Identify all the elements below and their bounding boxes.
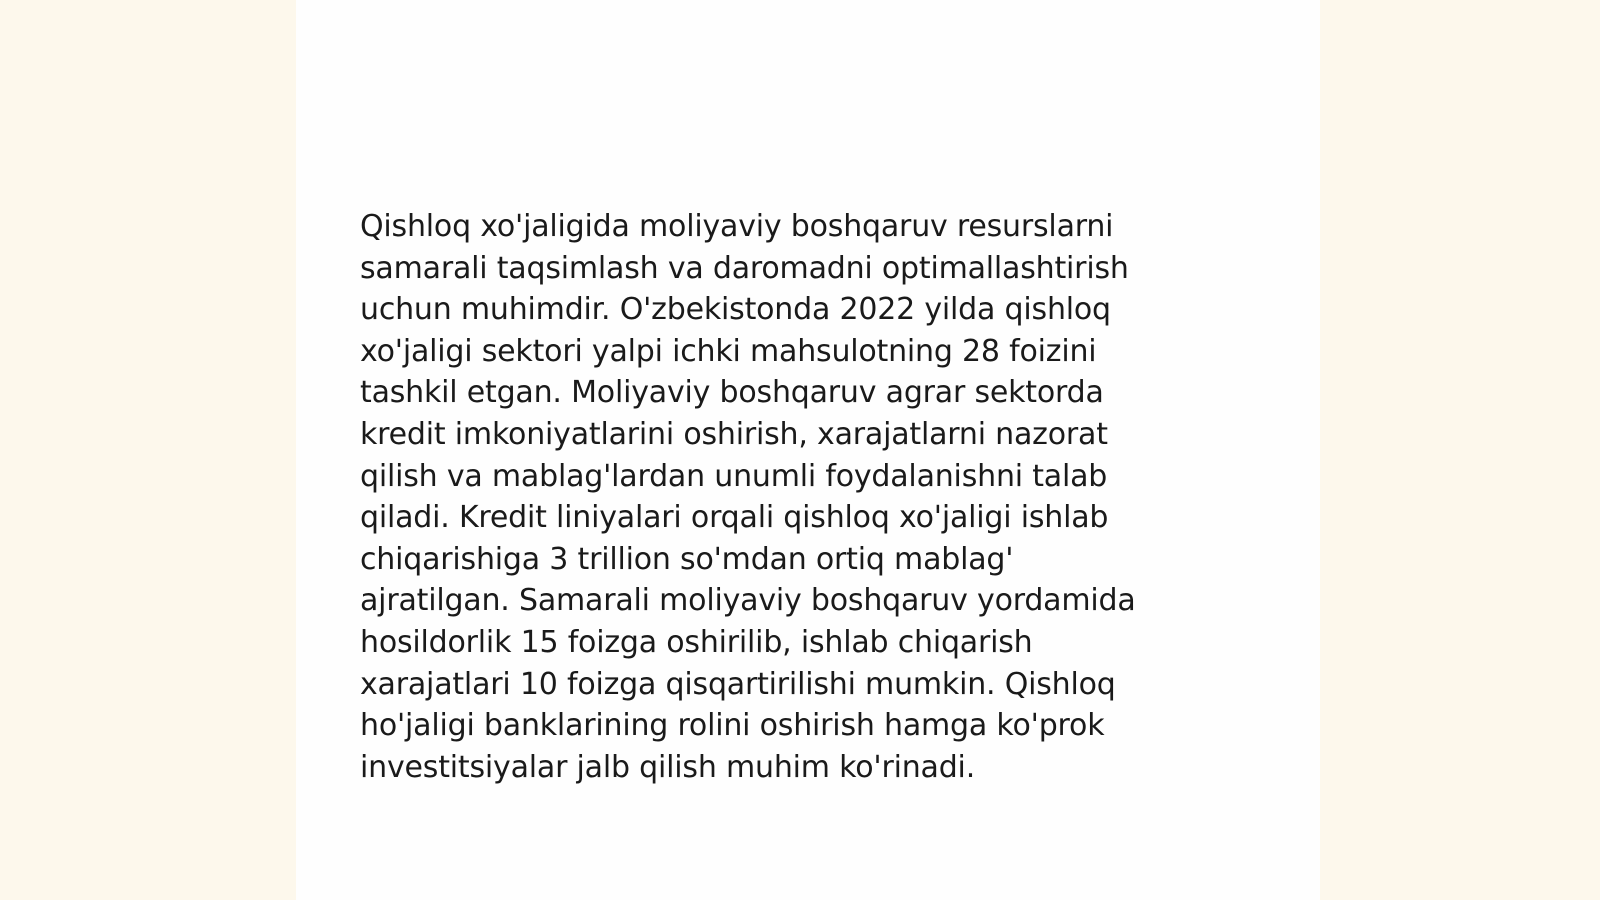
text-line: qilish va mablag'lardan unumli foydalanishni talab — [360, 458, 1108, 494]
text-line: Qishloq xo'jaligida moliyaviy boshqaruv resurslarni — [360, 209, 1114, 244]
slide-page — [296, 0, 1320, 900]
text-line: uchun muhimdir. O'zbekistonda 2022 yilda qishloq — [360, 292, 1111, 328]
text-line: chiqarishiga 3 trillion so'mdan ortiq mablag' — [360, 541, 1014, 577]
text-line: kredit imkoniyatlarini oshirish, xarajatlarni nazorat — [360, 416, 1108, 452]
body-paragraph — [360, 206, 1240, 788]
text-line: ajratilgan. Samarali moliyaviy boshqaruv yordamida — [360, 583, 1136, 619]
text-line: investitsiyalar jalb qilish muhim ko'rinadi. — [360, 749, 976, 785]
text-line: xarajatlari 10 foizga qisqartirilishi mumkin. Qishloq — [360, 666, 1116, 702]
text-line: qiladi. Kredit liniyalari orqali qishloq xo'jaligi ishlab — [360, 500, 1109, 536]
text-line: samarali taqsimlash va daromadni optimallashtirish — [360, 250, 1129, 286]
text-line: hosildorlik 15 foizga oshirilib, ishlab chiqarish — [360, 624, 1033, 660]
text-line: ho'jaligi banklarining rolini oshirish hamga ko'prok — [360, 708, 1105, 744]
text-line: tashkil etgan. Moliyaviy boshqaruv agrar sektorda — [360, 375, 1104, 411]
text-line: xo'jaligi sektori yalpi ichki mahsulotning 28 foizini — [360, 333, 1097, 369]
